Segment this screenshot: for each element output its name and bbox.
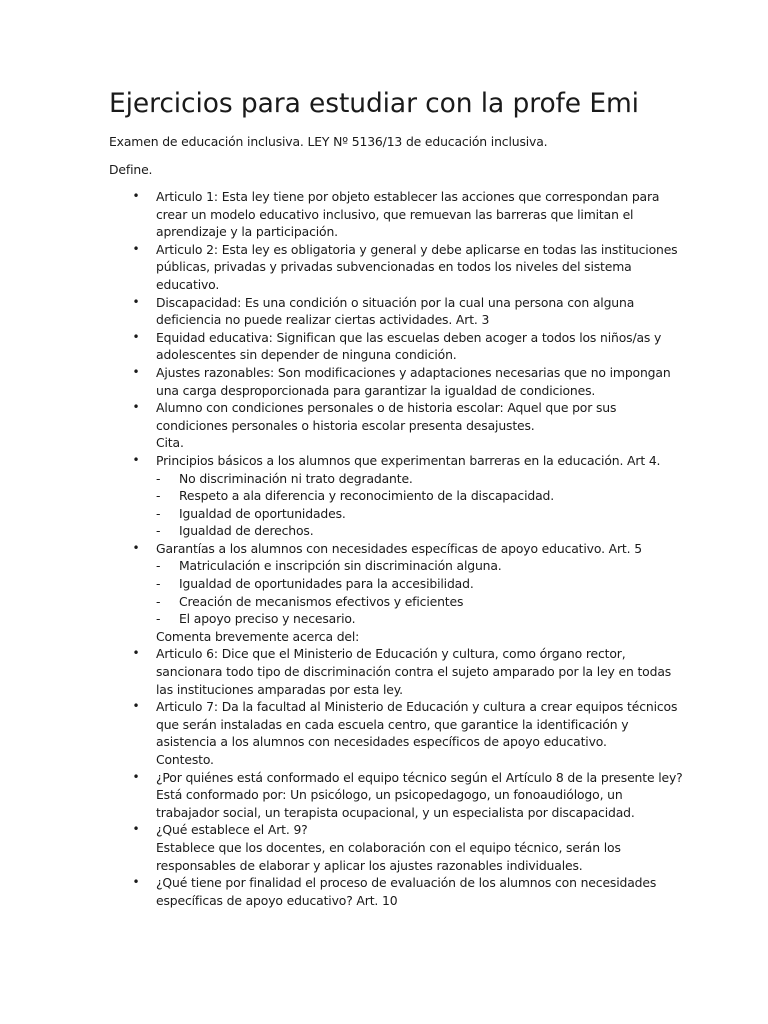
list-item-text: Discapacidad: Es una condición o situación por la cual una persona con alguna [156, 294, 635, 310]
list-item-text: que serán instaladas en cada escuela centro, que garantice la identificación y [156, 716, 629, 732]
list-item-text: responsables de elaborar y aplicar los ajustes razonables individuales. [156, 857, 583, 873]
sublist-item-text: Igualdad de oportunidades para la accesibilidad. [179, 576, 474, 592]
list-item-text: ¿Qué tiene por finalidad el proceso de evaluación de los alumnos con necesidades [156, 875, 657, 891]
sublist-item-text: Creación de mecanismos efectivos y eficientes [179, 593, 464, 609]
list-item [132, 821, 696, 874]
bullet-icon: • [132, 699, 140, 714]
list-item [132, 874, 696, 909]
dash-sublist [156, 557, 696, 627]
list-item-text: Principios básicos a los alumnos que experimentan barreras en la educación. Art 4. [156, 452, 661, 468]
sublist-item [156, 610, 696, 628]
list-item-text: Cita. [156, 435, 184, 451]
exam-line: Examen de educación inclusiva. LEY Nº 5136/13 de educación inclusiva. [109, 134, 548, 149]
list-item [132, 241, 696, 294]
bullet-icon: • [132, 540, 140, 555]
sublist-item [156, 557, 696, 575]
bullet-icon: • [132, 294, 140, 309]
list-item [132, 645, 696, 698]
sublist-item [156, 575, 696, 593]
list-item [132, 329, 696, 364]
bullet-icon: • [132, 400, 140, 415]
list-item-text: Ajustes razonables: Son modificaciones y adaptaciones necesarias que no impongan [156, 364, 671, 380]
sublist-item-text: Matriculación e inscripción sin discriminación alguna. [179, 558, 502, 574]
bullet-icon: • [132, 452, 140, 467]
list-item-text: públicas, privadas y privadas subvencionadas en todos los niveles del sistema [156, 259, 632, 275]
list-item [132, 540, 696, 646]
list-item-text: Está conformado por: Un psicólogo, un psicopedagogo, un fonoaudiólogo, un [156, 787, 623, 803]
bullet-list [132, 188, 696, 909]
document-title: Ejercicios para estudiar con la profe Emi [109, 88, 639, 119]
list-item [132, 399, 696, 452]
list-item [132, 698, 696, 768]
dash-icon: - [156, 523, 161, 539]
list-item [132, 769, 696, 822]
sublist-item [156, 593, 696, 611]
define-line: Define. [109, 162, 153, 177]
sublist-item [156, 505, 696, 523]
list-item-text: Articulo 1: Esta ley tiene por objeto establecer las acciones que correspondan para [156, 189, 660, 204]
dash-icon: - [156, 488, 161, 504]
bullet-icon: • [132, 364, 140, 379]
list-item-text: sancionara todo tipo de discriminación contra el sujeto amparado por la ley en todas [156, 664, 672, 680]
dash-icon: - [156, 593, 161, 609]
list-item-text: Articulo 2: Esta ley es obligatoria y general y debe aplicarse en todas las instituciones [156, 241, 678, 257]
list-item-text: Garantías a los alumnos con necesidades específicas de apoyo educativo. Art. 5 [156, 540, 642, 556]
list-item-text: Articulo 6: Dice que el Ministerio de Educación y cultura, como órgano rector, [156, 646, 626, 662]
list-item [132, 294, 696, 329]
list-item [132, 364, 696, 399]
sublist-item-text: Igualdad de derechos. [179, 523, 314, 539]
bullet-icon: • [132, 189, 140, 203]
bullet-icon: • [132, 329, 140, 344]
list-item [132, 452, 696, 540]
bullet-icon: • [132, 875, 140, 890]
list-item-text: condiciones personales o historia escolar presenta desajustes. [156, 417, 535, 433]
dash-icon: - [156, 470, 161, 486]
list-item-text: Comenta brevemente acerca del: [156, 628, 360, 644]
list-item-text: Alumno con condiciones personales o de historia escolar: Aquel que por sus [156, 400, 617, 416]
list-item-text: Equidad educativa: Significan que las escuelas deben acoger a todos los niños/as y [156, 329, 662, 345]
bullet-icon: • [132, 241, 140, 256]
list-item-text: ¿Por quiénes está conformado el equipo técnico según el Artículo 8 de la presente ley? [156, 769, 683, 785]
sublist-item [156, 487, 696, 505]
bullet-icon: • [132, 769, 140, 784]
list-item-text: Contesto. [156, 752, 214, 767]
sublist-item-text: Respeto a ala diferencia y reconocimiento de la discapacidad. [179, 488, 555, 504]
list-item-text: adolescentes sin depender de ninguna condición. [156, 347, 457, 363]
list-item [132, 188, 696, 241]
dash-icon: - [156, 558, 161, 574]
sublist-item-text: No discriminación ni trato degradante. [179, 470, 413, 486]
sublist-item-text: Igualdad de oportunidades. [179, 505, 346, 521]
list-item-text: las instituciones amparadas por esta ley. [156, 681, 403, 697]
list-item-text: ¿Qué establece el Art. 9? [156, 822, 308, 838]
sublist-item [156, 522, 696, 540]
list-item-text: crear un modelo educativo inclusivo, que remuevan las barreras que limitan el [156, 206, 634, 222]
list-item-text: Articulo 7: Da la facultad al Ministerio de Educación y cultura a crear equipos técnicos [156, 699, 678, 715]
list-item-text: Establece que los docentes, en colaboración con el equipo técnico, serán los [156, 839, 621, 855]
bullet-icon: • [132, 822, 140, 837]
list-item-text: una carga desproporcionada para garantizar la igualdad de condiciones. [156, 382, 596, 398]
list-item-text: educativo. [156, 276, 220, 292]
dash-sublist [156, 470, 696, 540]
list-item-text: asistencia a los alumnos con necesidades específicos de apoyo educativo. [156, 734, 607, 750]
list-item-text: trabajador social, un terapista ocupacional, y un especialista por discapacidad. [156, 804, 635, 820]
dash-icon: - [156, 505, 161, 521]
dash-icon: - [156, 611, 161, 627]
sublist-item-text: El apoyo preciso y necesario. [179, 611, 356, 627]
list-item-text: específicas de apoyo educativo? Art. 10 [156, 892, 398, 908]
list-item-text: deficiencia no puede realizar ciertas actividades. Art. 3 [156, 312, 490, 328]
sublist-item [156, 470, 696, 488]
list-item-text: aprendizaje y la participación. [156, 224, 338, 240]
dash-icon: - [156, 576, 161, 592]
bullet-icon: • [132, 646, 140, 661]
